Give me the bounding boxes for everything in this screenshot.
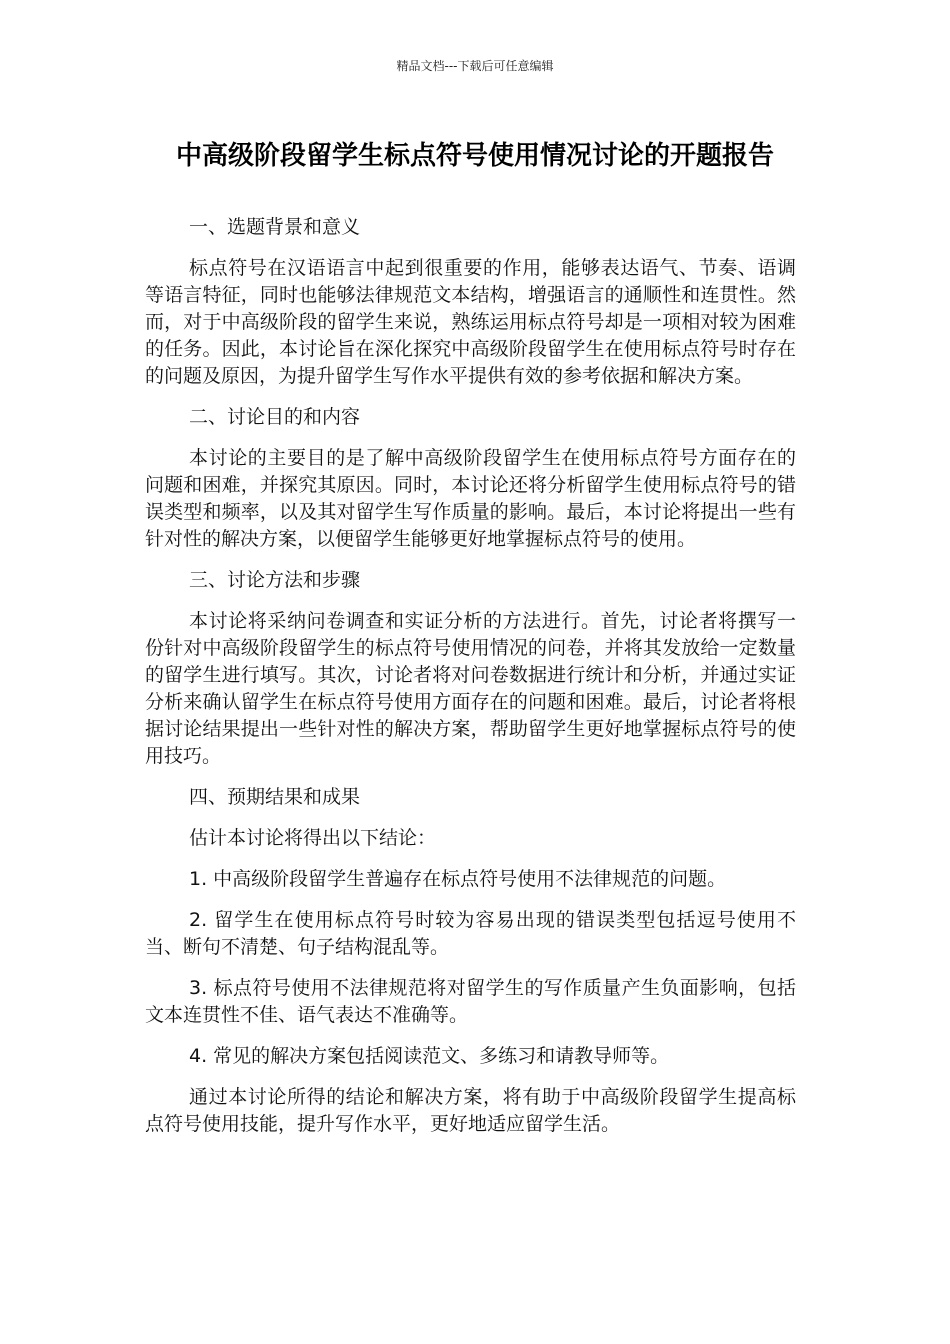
section-paragraph-methods: 本讨论将采纳问卷调查和实证分析的方法进行。首先，讨论者将撰写一份针对中高级阶段留学生的标点符号使用情况的问卷，并将其发放给一定数量的留学生进行填写。其次，讨论者将对问卷数据进行统计和分析，并通过实证分析来确认留学生在标点符号使用方面存在的问题和困难。最后，讨论者将根据讨论结果提出一些针对性的解决方案，帮助留学生更好地掌握标点符号的使用技巧。 [145, 610, 796, 767]
result-item-1: 1. 中高级阶段留学生普遍存在标点符号使用不法律规范的问题。 [189, 868, 727, 890]
document-body [145, 214, 796, 1138]
header-note: 精品文档---下载后可任意编辑 [396, 59, 554, 73]
results-intro: 估计本讨论将得出以下结论： [189, 827, 437, 849]
section-paragraph-background: 标点符号在汉语语言中起到很重要的作用，能够表达语气、节奏、语调等语言特征，同时也能够法律规范文本结构，增强语言的通顺性和连贯性。然而，对于中高级阶段的留学生来说，熟练运用标点符号却是一项相对较为困难的任务。因此，本讨论旨在深化探究中高级阶段留学生在使用标点符号时存在的问题及原因，为提升留学生写作水平提供有效的参考依据和解决方案。 [145, 257, 796, 387]
document-title: 中高级阶段留学生标点符号使用情况讨论的开题报告 [175, 141, 774, 171]
result-item-3: 3. 标点符号使用不法律规范将对留学生的写作质量产生负面影响，包括文本连贯性不佳、语气表达不准确等。 [145, 977, 796, 1026]
result-item-2: 2. 留学生在使用标点符号时较为容易出现的错误类型包括逗号使用不当、断句不清楚、句子结构混乱等。 [145, 909, 796, 958]
result-item-4: 4. 常见的解决方案包括阅读范文、多练习和请教导师等。 [189, 1045, 670, 1067]
section-heading-methods: 三、讨论方法和步骤 [189, 569, 361, 591]
section-paragraph-objectives: 本讨论的主要目的是了解中高级阶段留学生在使用标点符号方面存在的问题和困难，并探究其原因。同时，本讨论还将分析留学生使用标点符号的错误类型和频率，以及其对留学生写作质量的影响。最后，本讨论将提出一些有针对性的解决方案，以便留学生能够更好地掌握标点符号的使用。 [145, 447, 796, 550]
results-closing: 通过本讨论所得的结论和解决方案，将有助于中高级阶段留学生提高标点符号使用技能，提升写作水平，更好地适应留学生活。 [145, 1086, 796, 1135]
section-heading-background: 一、选题背景和意义 [189, 216, 361, 238]
section-heading-objectives: 二、讨论目的和内容 [189, 406, 361, 428]
section-heading-results: 四、预期结果和成果 [189, 786, 361, 808]
